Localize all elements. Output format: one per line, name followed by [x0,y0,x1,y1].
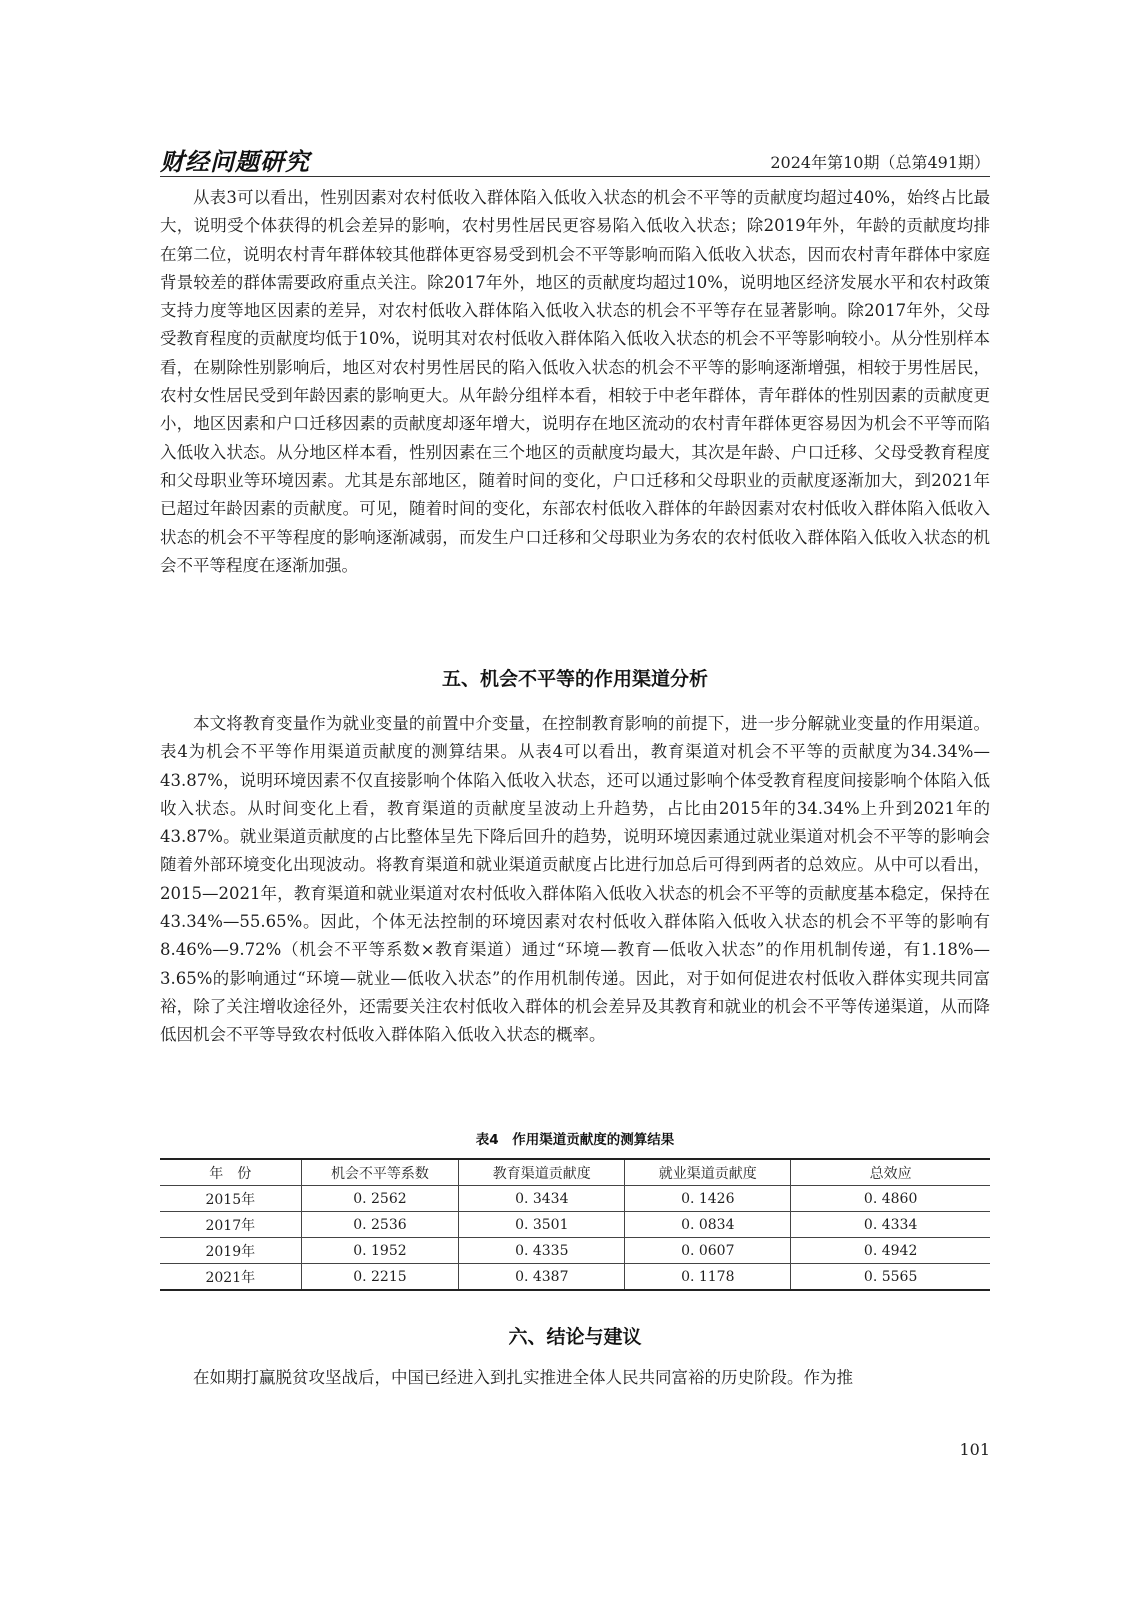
paragraph: 从表3可以看出，性别因素对农村低收入群体陷入低收入状态的机会不平等的贡献度均超过40%，始终占比最大，说明受个体获得的机会差异的影响，农村男性居民更容易陷入低收入状态；除2019年外，年龄的贡献度均排在第二位，说明农村青年群体较其他群体更容易受到机会不平等影响而陷入低收入状态，因而农村青年群体中家庭背景较差的群体需要政府重点关注。除2017年外，地区的贡献度均超过10%，说明地区经济发展水平和农村政策支持力度等地区因素的差异，对农村低收入群体陷入低收入状态的机会不平等存在显著影响。除2017年外，父母受教育程度的贡献度均低于10%，说明其对农村低收入群体陷入低收入状态的机会不平等影响较小。从分性别样本看，在剔除性别影响后，地区对农村男性居民的陷入低收入状态的机会不平等的影响逐渐增强，相较于男性居民，农村女性居民受到年龄因素的影响更大。从年龄分组样本看，相较于中老年群体，青年群体的性别因素的贡献度更小，地区因素和户口迁移因素的贡献度却逐年增大，说明存在地区流动的农村青年群体更容易因为机会不平等而陷入低收入状态。从分地区样本看，性别因素在三个地区的贡献度均最大，其次是年龄、户口迁移、父母受教育程度和父母职业等环境因素。尤其是东部地区，随着时间的变化，户口迁移和父母职业的贡献度逐渐加大，到2021年已超过年龄因素的贡献度。可见，随着时间的变化，东部农村低收入群体的年龄因素对农村低收入群体陷入低收入状态的机会不平等程度的影响逐渐减弱，而发生户口迁移和父母职业为务农的农村低收入群体陷入低收入状态的机会不平等程度在逐渐加强。 [160,188,990,575]
table-cell: 0. 4860 [791,1186,990,1212]
data-table [160,1158,990,1291]
table-cell: 0. 3434 [459,1186,625,1212]
table-cell: 0. 1178 [625,1264,791,1291]
table-row [160,1212,990,1238]
table-caption: 表4 作用渠道贡献度的测算结果 [475,1132,675,1148]
table-cell: 0. 4334 [791,1212,990,1238]
table-row [160,1186,990,1212]
table-cell: 2015年 [205,1191,256,1208]
paragraph-block-3 [160,1364,990,1392]
table-cell: 2021年 [205,1269,256,1286]
table-cell: 0. 2562 [301,1186,459,1212]
column-header: 年 份 [209,1165,252,1182]
issue-info: 2024年第10期（总第491期） [770,153,990,172]
page-header [160,140,990,177]
table-cell: 0. 1426 [625,1186,791,1212]
table-row [160,1238,990,1264]
table-cell: 0. 0607 [625,1238,791,1264]
table-cell: 0. 5565 [791,1264,990,1291]
section-heading: 六、结论与建议 [508,1326,642,1348]
table-cell: 0. 4387 [459,1264,625,1291]
table-cell: 0. 3501 [459,1212,625,1238]
table-header-row [160,1159,990,1186]
column-header: 就业渠道贡献度 [625,1159,791,1186]
page-number: 101 [959,1440,990,1459]
paragraph: 在如期打赢脱贫攻坚战后，中国已经进入到扎实推进全体人民共同富裕的历史阶段。作为推 [193,1368,853,1387]
column-header: 教育渠道贡献度 [459,1159,625,1186]
paragraph: 本文将教育变量作为就业变量的前置中介变量，在控制教育影响的前提下，进一步分解就业变量的作用渠道。表4为机会不平等作用渠道贡献度的测算结果。从表4可以看出，教育渠道对机会不平等的贡献度为34.34%—43.87%，说明环境因素不仅直接影响个体陷入低收入状态，还可以通过影响个体受教育程度间接影响个体陷入低收入状态。从时间变化上看，教育渠道的贡献度呈波动上升趋势，占比由2015年的34.34%上升到2021年的43.87%。就业渠道贡献度的占比整体呈先下降后回升的趋势，说明环境因素通过就业渠道对机会不平等的影响会随着外部环境变化出现波动。将教育渠道和就业渠道贡献度占比进行加总后可得到两者的总效应。从中可以看出，2015—2021年，教育渠道和就业渠道对农村低收入群体陷入低收入状态的机会不平等的贡献度基本稳定，保持在43.34%—55.65%。因此，个体无法控制的环境因素对农村低收入群体陷入低收入状态的机会不平等的影响有8.46%—9.72%（机会不平等系数×教育渠道）通过“环境—教育—低收入状态”的作用机制传递，有1.18%—3.65%的影响通过“环境—就业—低收入状态”的作用机制传递。因此，对于如何促进农村低收入群体实现共同富裕，除了关注增收途径外，还需要关注农村低收入群体的机会差异及其教育和就业的机会不平等传递渠道，从而降低因机会不平等导致农村低收入群体陷入低收入状态的概率。 [160,714,990,1045]
journal-name: 财经问题研究 [160,147,310,176]
table-cell: 2019年 [205,1243,256,1260]
paragraph-block-2 [160,710,990,1050]
table-cell: 0. 1952 [301,1238,459,1264]
paragraph-block-1 [160,184,990,580]
table-cell: 0. 2536 [301,1212,459,1238]
table-cell: 0. 2215 [301,1264,459,1291]
column-header: 机会不平等系数 [301,1159,459,1186]
table-cell: 2017年 [205,1217,256,1234]
table-cell: 0. 4335 [459,1238,625,1264]
table-row [160,1264,990,1291]
table-cell: 0. 4942 [791,1238,990,1264]
column-header: 总效应 [791,1159,990,1186]
section-heading: 五、机会不平等的作用渠道分析 [441,668,708,690]
table-cell: 0. 0834 [625,1212,791,1238]
